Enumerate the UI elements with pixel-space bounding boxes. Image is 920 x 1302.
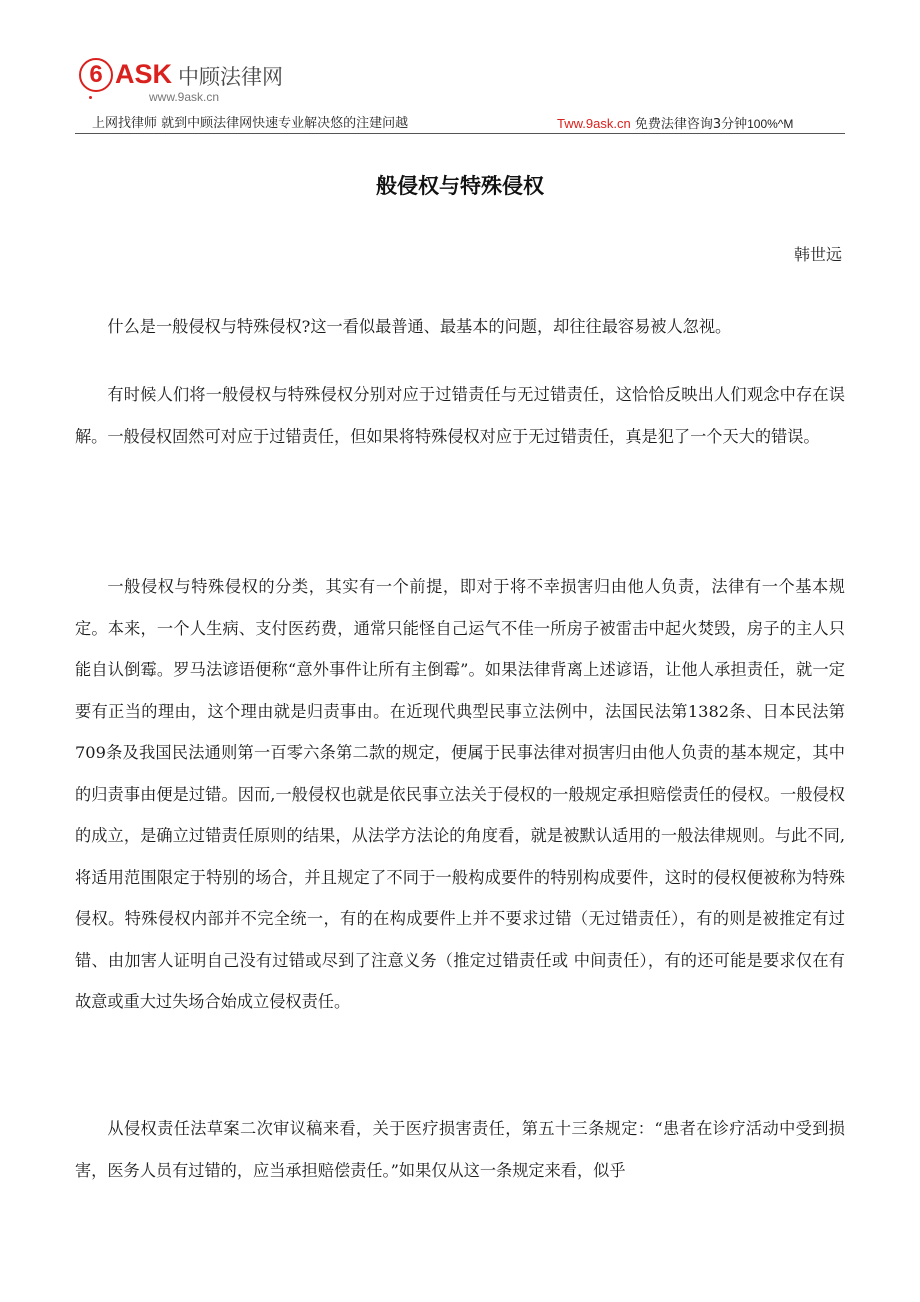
logo-brand-cn: 中顾法律网: [178, 65, 283, 89]
site-logo[interactable]: [75, 56, 315, 106]
paragraph-3: [75, 566, 845, 1023]
header-slogan: 上网找律师 就到中顾法律网快速专业解决悠的注建问越: [92, 116, 409, 131]
paragraph-1: [75, 306, 845, 348]
paragraph-text: 一般侵权与特殊侵权的分类，其实有一个前提，即对于将不幸损害归由他人负责，法律有一个基本规定。本来，一个人生病、支付医药费，通常只能怪自己运气不佳一所房子被雷击中起火焚毁，房子的主人只能自认倒霉。罗马法谚语便称“意外事件让所有主倒霉”。如果法律背离上述谚语，让他人承担责任，就一定要有正当的理由，这个理由就是归责事由。在近现代典型民事立法例中，法国民法第1382条、日本民法第709条及我国民法通则第一百零六条第二款的规定，便属于民事法律对损害归由他人负责的基本规定，其中的归责事由便是过错。因而,一般侵权也就是依民事立法关于侵权的一般规定承担赔偿责任的侵权。一般侵权的成立，是确立过错责任原则的结果，从法学方法论的角度看，就是被默认适用的一般法律规则。与此不同,将适用范围限定于特别的场合，并且规定了不同于一般构成要件的特别构成要件，这时的侵权便被称为特殊侵权。特殊侵权内部并不完全统一，有的在构成要件上并不要求过错（无过错责任），有的则是被推定有过错、由加害人证明自己没有过错或尽到了注意义务（推定过错责任或 中间责任），有的还可能是要求仅在有故意或重大过失场合始成立侵权责任。: [75, 577, 845, 1011]
paragraph-text: 从侵权责任法草案二次审议稿来看，关于医疗损害责任，第五十三条规定：“患者在诊疗活动中受到损害，医务人员有过错的，应当承担赔偿责任。”如果仅从这一条规定来看，似乎: [75, 1119, 845, 1180]
header-promo-tail: 100%^M: [747, 117, 794, 131]
paragraph-text: 有时候人们将一般侵权与特殊侵权分别对应于过错责任与无过错责任，这恰恰反映出人们观念中存在误解。一般侵权固然可对应于过错责任，但如果将特殊侵权对应于无过错责任，真是犯了一个天大的错误。: [75, 385, 845, 446]
paragraph-2: [75, 374, 845, 457]
logo-dot-icon: [89, 96, 92, 99]
logo-badge: 6: [79, 58, 113, 92]
paragraph-text: 什么是一般侵权与特殊侵权?这一看似最普通、最基本的问题，却往往最容易被人忽视。: [107, 317, 732, 336]
logo-url: www.9ask.cn: [149, 90, 220, 104]
header-bar: [75, 113, 845, 134]
logo-brand: ASK: [115, 59, 173, 89]
header-promo-line: [557, 116, 793, 133]
header-link[interactable]: Tww.9ask.cn: [557, 116, 631, 131]
paragraph-4: [75, 1108, 845, 1191]
header-promo: 免费法律咨询3分钟: [630, 117, 748, 132]
document-title: 般侵权与特殊侵权: [376, 174, 544, 198]
document-author: 韩世远: [793, 245, 842, 264]
